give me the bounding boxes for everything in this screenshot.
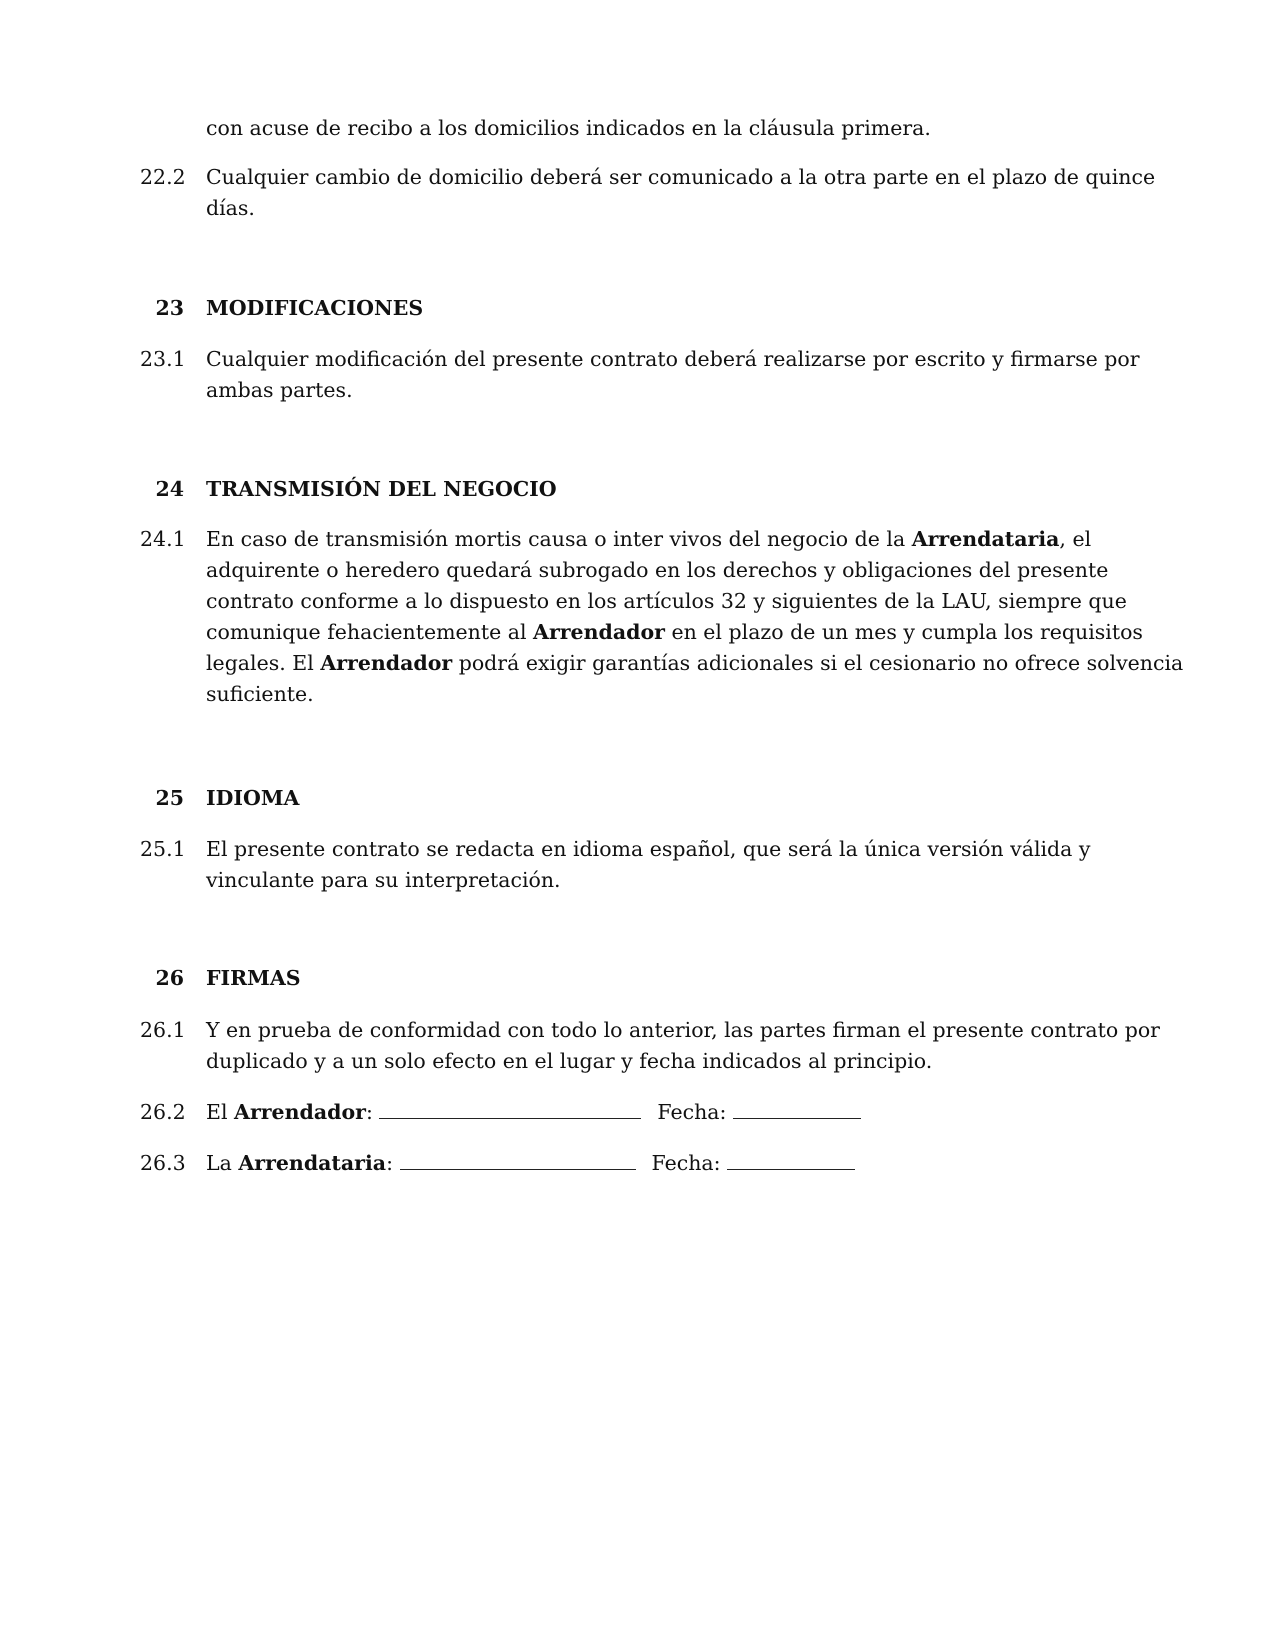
text-run: La (206, 1151, 239, 1175)
clause-number: 25.1 (140, 837, 186, 861)
section-title: MODIFICACIONES (206, 296, 424, 320)
section-number: 24 (155, 477, 184, 501)
clause-number: 23.1 (140, 347, 186, 371)
date-blank-field[interactable] (727, 1149, 855, 1170)
text-run: : (365, 1100, 373, 1124)
clause-text: vinculante para su interpretación. (206, 868, 561, 892)
text-run: comunique fehacientemente al (206, 620, 534, 644)
text-run: legales. El (206, 651, 321, 675)
clause-number: 22.2 (140, 165, 186, 189)
section-number: 25 (155, 786, 184, 810)
text-run: El (206, 1100, 235, 1124)
signature-row (206, 1097, 861, 1128)
text-run: , el (1059, 527, 1092, 551)
clause-text: suficiente. (206, 682, 314, 706)
clause-number: 26.2 (140, 1100, 186, 1124)
signature-row (206, 1148, 855, 1179)
clause-text: El presente contrato se redacta en idioma español, que será la única versión válida y (206, 837, 1091, 861)
party-name-bold: Arrendataria (911, 527, 1060, 551)
clause-text: días. (206, 196, 255, 220)
clause-text: contrato conforme a lo dispuesto en los artículos 32 y siguientes de la LAU, siempre que (206, 589, 1127, 613)
party-name-bold: Arrendador (234, 1100, 366, 1124)
section-title: TRANSMISIÓN DEL NEGOCIO (206, 477, 557, 501)
clause-text: ambas partes. (206, 378, 353, 402)
date-label: Fecha: (651, 1151, 721, 1175)
clause-text: duplicado y a un solo efecto en el lugar y fecha indicados al principio. (206, 1049, 933, 1073)
clause-text: Cualquier modificación del presente contrato deberá realizarse por escrito y firmarse por (206, 347, 1140, 371)
clause-text: con acuse de recibo a los domicilios indicados en la cláusula primera. (206, 116, 931, 140)
clause-text: Y en prueba de conformidad con todo lo anterior, las partes firman el presente contrato por (206, 1018, 1160, 1042)
clause-text (206, 648, 1183, 679)
party-name-bold: Arrendador (533, 620, 665, 644)
party-name-bold: Arrendataria (238, 1151, 387, 1175)
section-number: 26 (155, 966, 184, 990)
clause-text (206, 617, 1143, 648)
clause-text: adquirente o heredero quedará subrogado en los derechos y obligaciones del presente (206, 558, 1109, 582)
signature-blank-field[interactable] (400, 1149, 636, 1170)
section-title: FIRMAS (206, 966, 301, 990)
text-run: podrá exigir garantías adicionales si el cesionario no ofrece solvencia (452, 651, 1184, 675)
party-name-bold: Arrendador (320, 651, 453, 675)
text-run: : (386, 1151, 393, 1175)
clause-number: 26.3 (140, 1151, 186, 1175)
text-run: en el plazo de un mes y cumpla los requisitos (664, 620, 1143, 644)
clause-number: 26.1 (140, 1018, 186, 1042)
date-blank-field[interactable] (733, 1098, 861, 1119)
clause-number: 24.1 (140, 527, 186, 551)
section-title: IDIOMA (206, 786, 300, 810)
section-number: 23 (155, 296, 184, 320)
text-run: En caso de transmisión mortis causa o inter vivos del negocio de la (206, 527, 912, 551)
clause-text (206, 524, 1091, 555)
date-label: Fecha: (657, 1100, 727, 1124)
signature-blank-field[interactable] (379, 1098, 641, 1119)
clause-text: Cualquier cambio de domicilio deberá ser comunicado a la otra parte en el plazo de quince (206, 165, 1156, 189)
